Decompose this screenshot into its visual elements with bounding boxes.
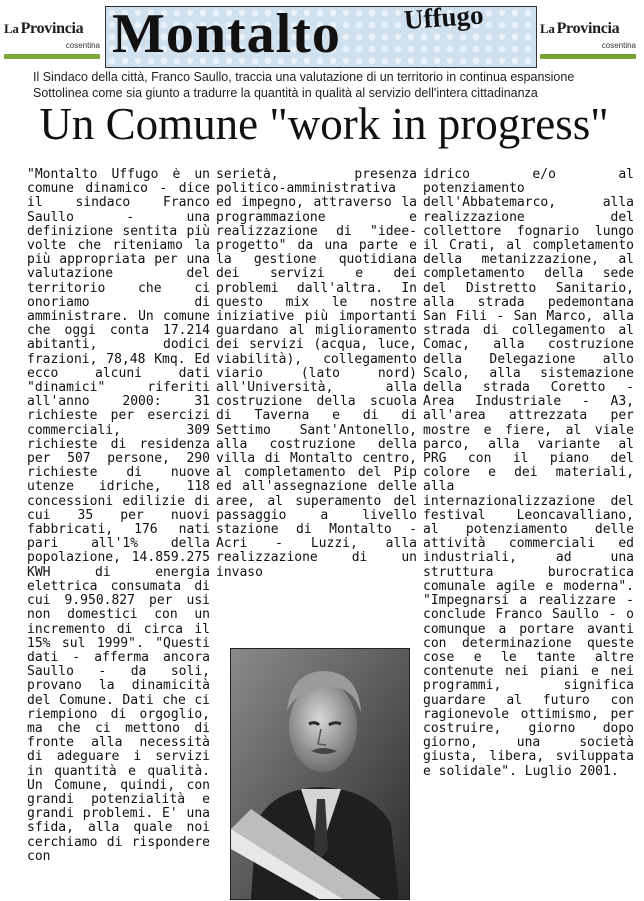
mayor-photo (230, 648, 410, 900)
logo-right-sub: cosentina (601, 41, 636, 50)
article-column-2 (216, 168, 417, 642)
article-column-3-text: idrico e/o al potenziamento dell'Abbatemarco, alla realizzazione del collettore fognario lungo il Crati, al completamento della metanizzazione, al completamento della sede del Distretto Sanitario, alla strada pedemontana San Fili - San Marco, alla strada di collegamento al Comac, alla costruzione della Delegazione allo Scalo, alla sistemazione della strada Coretto - Area Industriale - A3, all'area attrezzata per mostre e fiere, al viale parco, alla variante al PRG con il piano del colore e dei materiali, alla internazionalizzazione del festival Leoncavalliano, al potenziamento delle attività commerciali ed industriali, ad una struttura burocratica comunale agile e moderna". "Impegnarsi a realizzare - conclude Franco Saullo - o comunque a portare avanti con determinazione queste cose e le tante altre contenute nei piani e nei programmi, significa guardare al futuro con ragionevole ottimismo, per costruire, giorno dopo giorno, una società giusta, libera, sviluppata e solidale". Luglio 2001. (423, 168, 634, 779)
subheadline-1: Il Sindaco della città, Franco Saullo, traccia una valutazione di un territorio in continua espansione (33, 70, 575, 84)
article-column-2-text: serietà, presenza politico-amministrativa ed impegno, attraverso la programmazione e realizzazione di "idee-progetto" da una parte e la gestione quotidiana dei servizi e dei problemi dall'altra. In questo mix le nostre iniziative più importanti guardano al miglioramento dei servizi (acqua, luce, viabilità), collegamento viario (lato nord) all'Università, alla costruzione della scuola di Taverna e di di Settimo Sant'Antonello, alla costruzione della villa di Montalto centro, al completamento del Pip ed all'assegnazione delle aree, al superamento del passaggio a livello stazione di Montalto - Acri - Luzzi, alla realizzazione di un invaso (216, 168, 417, 580)
logo-right-bar (540, 54, 636, 59)
headline: Un Comune "work in progress" (39, 99, 609, 149)
logo-left-brand (4, 20, 104, 38)
masthead-town: Montalto (112, 3, 341, 65)
logo-left-brand-b: Provincia (20, 20, 84, 37)
logo-right-brand (540, 20, 640, 38)
mayor-portrait-illustration (231, 649, 409, 899)
logo-right (540, 16, 640, 68)
article-column-1 (27, 168, 210, 901)
logo-left-sub: cosentina (65, 41, 100, 50)
logo-right-brand-a: La (540, 21, 555, 36)
logo-right-brand-b: Provincia (556, 20, 620, 37)
logo-left-brand-a: La (4, 21, 19, 36)
masthead-town-sub: Uffugo (402, 0, 485, 35)
logo-left (4, 16, 104, 68)
article-column-1-text: "Montalto Uffugo è un comune dinamico - dice il sindaco Franco Saullo - una definizione sentita più volte che riteniamo la più appropriata per una valutazione del territorio che ci onoriamo di amministrare. Un comune che oggi conta 17.214 abitanti, dodici frazioni, 78,48 Kmq. Ed ecco alcuni dati "dinamici" riferiti all'anno 2000: 31 richieste per esercizi commerciali, 309 richieste di residenza per 507 persone, 290 richieste di nuove utenze idriche, 118 concessioni edilizie di cui 35 per nuovi fabbricati, 176 nati pari all'1% della popolazione, 14.859.275 KWH di energia elettrica consumata di cui 9.950.827 per usi non domestici con un incremento di circa il 15% sul 1999". "Questi dati - afferma ancora Saullo - da soli, provano la dinamicità del Comune. Dati che ci riempiono di orgoglio, ma che ci mettono di fronte alla necessità di adeguare i servizi in quantità e qualità. Un Comune, quindi, con grandi potenzialità e grandi problemi. E' una sfida, alla quale noi cerchiamo di rispondere con (27, 168, 210, 864)
logo-left-bar (4, 54, 100, 59)
subheadline-2: Sottolinea come sia giunto a tradurre la quantità in qualità al servizio dell'intera cittadinanza (33, 86, 538, 100)
article-column-3 (423, 168, 634, 901)
